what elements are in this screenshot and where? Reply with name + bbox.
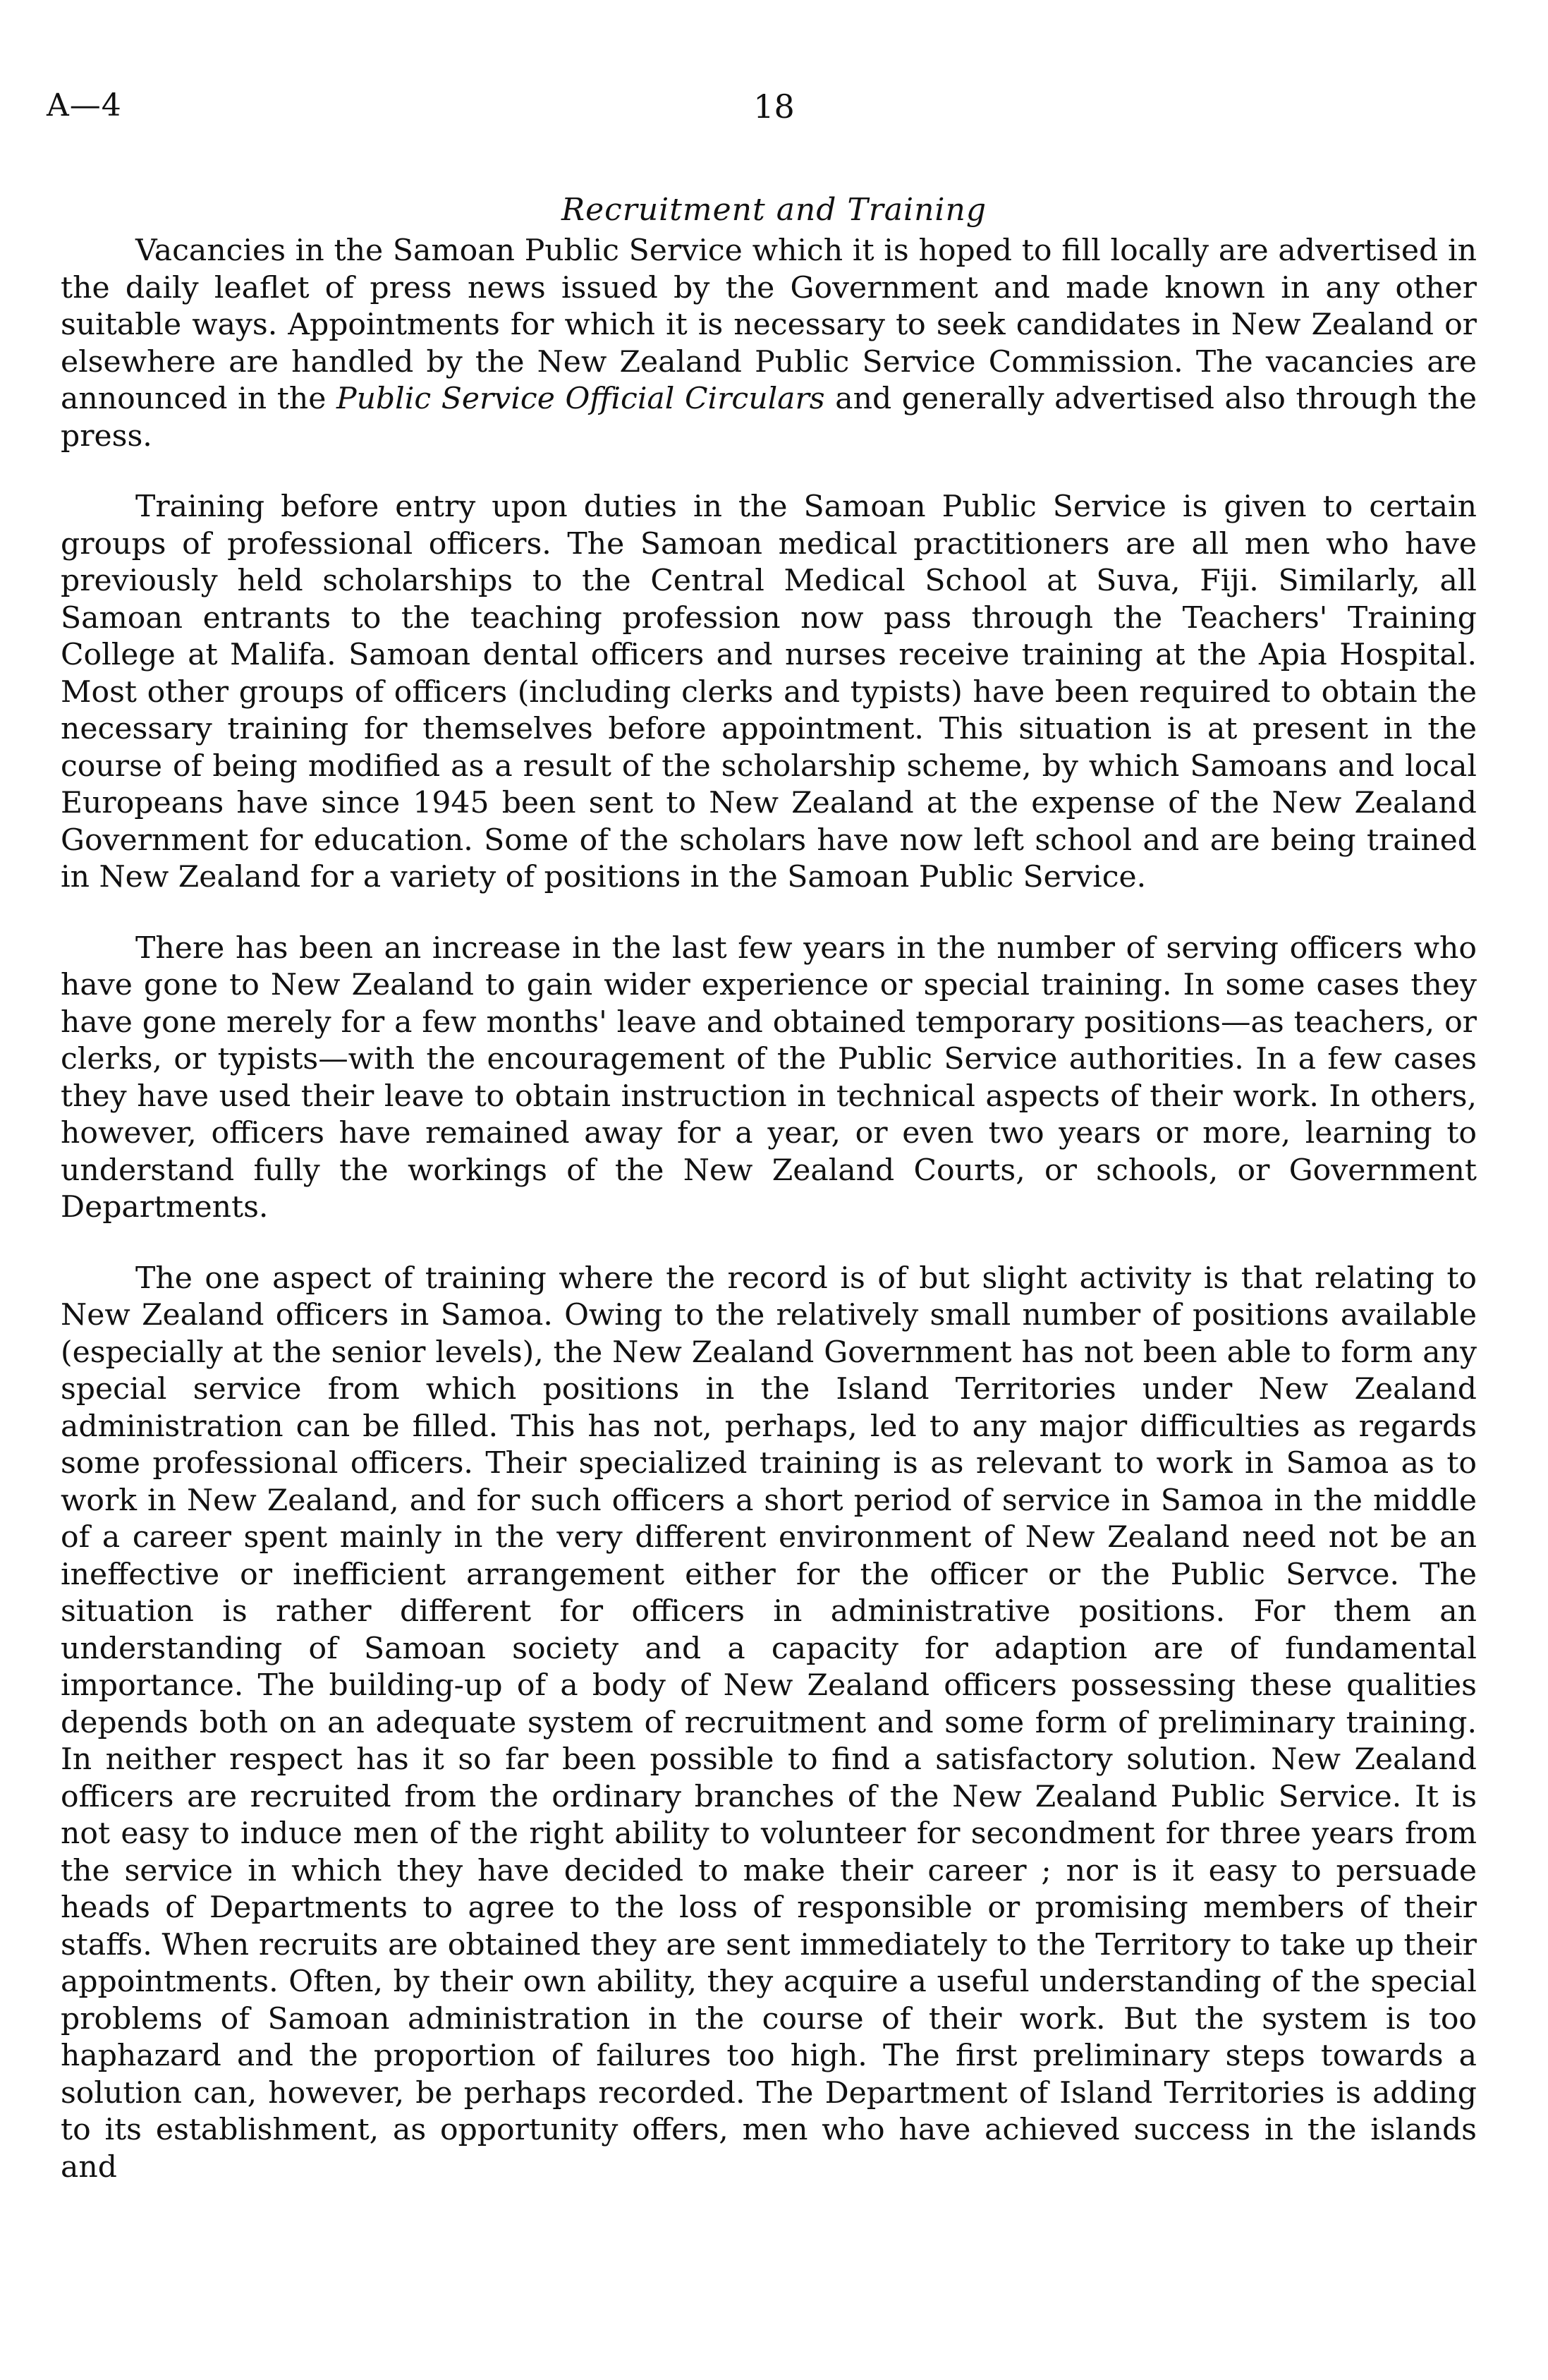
paragraph-experience: There has been an increase in the last few years in the number of serving officers who have gone to New Zealand to gain wider experience or special training. In some cases they have gone merely for a few months' leave and obtained temporary positions—as teachers, or clerks, or typists—with the encouragement of the Public Service authorities. In a few cases they have used their leave to obtain instruction in technical aspects of their work. In others, however, officers have remained away for a year, or even two years or more, learning to understand fully the workings of the New Zealand Courts, or schools, or Government Departments. <box>61 930 1477 1225</box>
document-reference: A—4 <box>47 87 122 123</box>
paragraph-vacancies <box>61 233 1477 455</box>
section-heading: Recruitment and Training <box>561 192 987 228</box>
page-number: 18 <box>753 87 795 126</box>
paragraph-text: Vacancies in the Samoan Public Service which it is hoped to fill locally are advertised in the daily leaflet of press news issued by the Government and made known in any other suitable ways. Appointments for which it is necessary to seek candidates in New Zealand or elsewhere are handled by the New Zealand Public Service Commission. The vacancies are announced in the <box>61 233 1477 416</box>
paragraph-training: Training before entry upon duties in the Samoan Public Service is given to certain groups of professional officers. The Samoan medical practitioners are all men who have previously held scholarships to the Central Medical School at Suva, Fiji. Similarly, all Samoan entrants to the teaching profession now pass through the Teachers' Training College at Malifa. Samoan dental officers and nurses receive training at the Apia Hospital. Most other groups of officers (including clerks and typists) have been required to obtain the necessary training for themselves before appointment. This situation is at present in the course of being modified as a result of the scholarship scheme, by which Samoans and local Europeans have since 1945 been sent to New Zealand at the expense of the New Zealand Government for education. Some of the scholars have now left school and are being trained in New Zealand for a variety of positions in the Samoan Public Service. <box>61 490 1477 894</box>
paragraph-new-zealand-officers: The one aspect of training where the record is of but slight activity is that relating to New Zealand officers in Samoa. Owing to the relatively small number of positions available (especially at the senior levels), the New Zealand Government has not been able to form any special service from which positions in the Island Territories under New Zealand administration can be filled. This has not, perhaps, led to any major difficulties as regards some professional officers. Their specialized training is as relevant to work in Samoa as to work in New Zealand, and for such officers a short period of service in Samoa in the middle of a career spent mainly in the very different environment of New Zealand need not be an ineffective or inefficient arrangement either for the officer or the Public Servce. The situation is rather different for officers in administrative positions. For them an understanding of Samoan society and a capacity for adaption are of fundamental importance. The building-up of a body of New Zealand officers possessing these qualities depends both on an adequate system of recruitment and some form of preliminary training. In neither respect has it so far been possible to find a satisfactory solution. New Zealand officers are recruited from the ordinary branches of the New Zealand Public Service. It is not easy to induce men of the right ability to volunteer for secondment for three years from the service in which they have decided to make their career ; nor is it easy to persuade heads of Departments to agree to the loss of responsible or promising members of their staffs. When recruits are obtained they are sent immediately to the Territory to take up their appointments. Often, by their own ability, they acquire a useful understanding of the special problems of Samoan administration in the course of their work. But the system is too haphazard and the proportion of failures too high. The first preliminary steps towards a solution can, however, be perhaps recorded. The Department of Island Territories is adding to its establishment, as opportunity offers, men who have achieved success in the islands and <box>61 1261 1477 2185</box>
publication-title: Public Service Official Circulars <box>336 382 825 416</box>
body-text <box>61 233 1477 2186</box>
paragraph-text: and generally advertised also through the press. <box>61 382 1477 454</box>
